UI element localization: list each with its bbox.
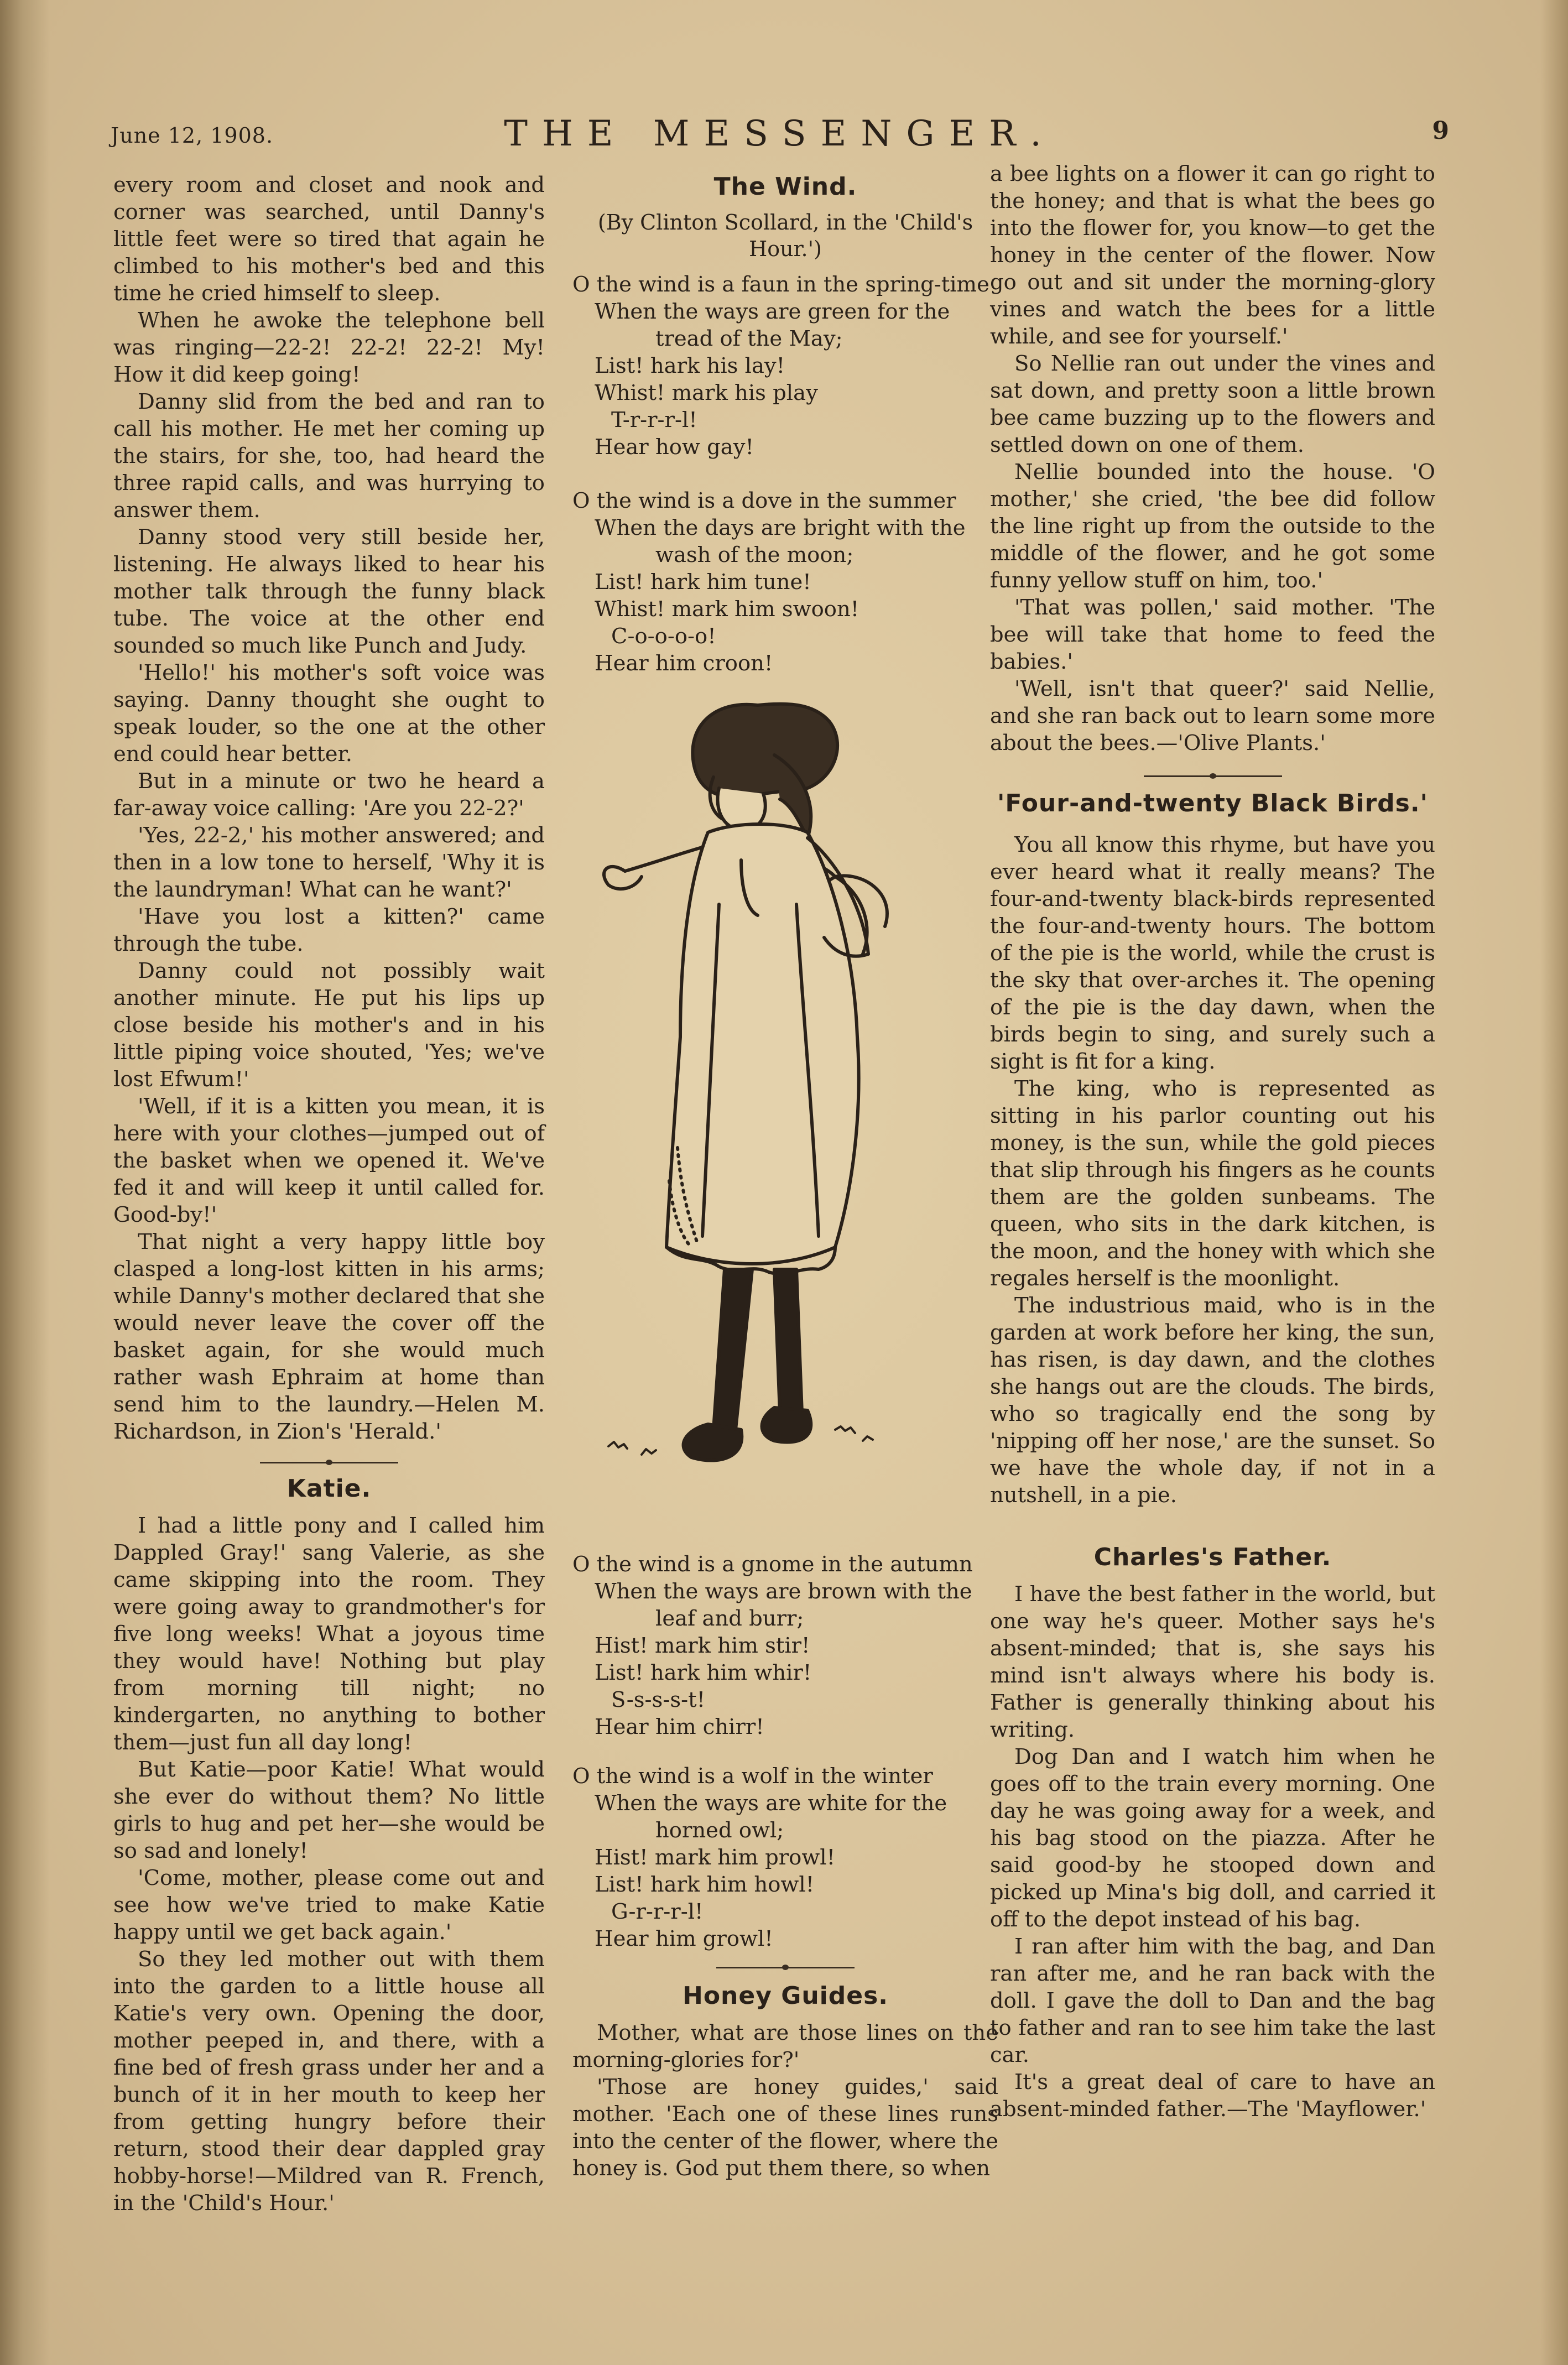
poem-line: O the wind is a faun in the spring-time (572, 272, 989, 297)
poem-line: Hist! mark him prowl! (595, 1845, 836, 1870)
poem-stanza-faun (572, 271, 998, 461)
poem-line: Hear him chirr! (595, 1715, 764, 1739)
column-1 (113, 171, 545, 2217)
section-separator (1144, 775, 1282, 777)
story-paragraph: 'Have you lost a kitten?' came through the tube. (113, 904, 545, 956)
column-3 (990, 160, 1435, 2123)
binding-shadow (0, 0, 50, 2365)
blackbirds-paragraph: The industrious maid, who is in the garden at work before her king, the sun, has risen, is day dawn, and the clothes she hangs out are the clouds. The birds, who so tragically end the song by 'nipping off her nose,' are the sunset. So we have the whole day, if not in a nutshell, in a pie. (990, 1293, 1435, 1508)
poem-line: Whist! mark him swoon! (595, 597, 859, 622)
poem-line: When the ways are green for the (595, 299, 950, 324)
honey-continued-paragraph: Nellie bounded into the house. 'O mother,' she cried, 'the bee did follow the line right up from the outside to the middle of the flower, and he got some funny yellow stuff on him, too.' (990, 460, 1435, 593)
wind-byline: (By Clinton Scollard, in the 'Child's Hour.') (597, 210, 973, 261)
story-paragraph: 'Yes, 22-2,' his mother answered; and then in a low tone to herself, 'Why it is the laundryman! What can he want?' (113, 823, 545, 902)
poem-line: Hear him croon! (595, 651, 773, 676)
poem-line: C-o-o-o-o! (611, 624, 716, 649)
poem-line: S-s-s-s-t! (611, 1687, 706, 1712)
story-paragraph: When he awoke the telephone bell was ringing—22-2! 22-2! 22-2! My! How it did keep going! (113, 308, 545, 387)
blackbirds-paragraph: You all know this rhyme, but have you ever heard what it really means? The four-and-twenty black-birds represented the four-and-twenty hours. The bottom of the pie is the world, while the crust is the sky that over-arches it. The opening of the pie is the day dawn, when the birds begin to sing, and surely such a sight is fit for a king. (990, 832, 1435, 1074)
story-paragraph: 'Hello!' his mother's soft voice was saying. Danny thought she ought to speak louder, so the one at the other end could hear better. (113, 660, 545, 767)
masthead-title: THE MESSENGER. (504, 113, 1056, 154)
poem-line: When the ways are brown with the (595, 1579, 972, 1604)
charles-paragraph: I have the best father in the world, but one way he's queer. Mother says he's absent-minded; that is, she says his mind isn't always where his body is. Father is generally thinking about his writing. (990, 1582, 1435, 1742)
poem-line: List! hark him tune! (595, 570, 811, 595)
poem-stanza-wolf (572, 1763, 998, 1952)
poem-line: List! hark his lay! (595, 353, 785, 378)
girl-in-wind-illustration (575, 694, 996, 1529)
poem-line: O the wind is a wolf in the winter (572, 1764, 933, 1789)
poem-line: When the days are bright with the (595, 515, 966, 540)
poem-line: G-r-r-r-l! (611, 1899, 704, 1924)
honey-continued-paragraph: 'Well, isn't that queer?' said Nellie, and she ran back out to learn some more about the bees.—'Olive Plants.' (990, 676, 1435, 756)
poem-line: List! hark him whir! (595, 1660, 812, 1685)
page-number: 9 (1432, 117, 1449, 145)
poem-line: Hear how gay! (595, 435, 754, 460)
poem-line: O the wind is a gnome in the autumn (572, 1552, 973, 1577)
charles-paragraph: It's a great deal of care to have an absent-minded father.—The 'Mayflower.' (990, 2070, 1435, 2122)
poem-stanza-gnome (572, 1551, 998, 1741)
poem-line: O the wind is a dove in the summer (572, 488, 956, 513)
story-paragraph: But in a minute or two he heard a far-away voice calling: 'Are you 22-2?' (113, 769, 545, 821)
honey-continued-paragraph: a bee lights on a flower it can go right to the honey; and that is what the bees go into the flower for, you know—to get the honey in the center of the flower. Now go out and sit under the morning-glory vines and watch the bees for a little while, and see for yourself.' (990, 162, 1435, 349)
story-paragraph: 'Well, if it is a kitten you mean, it is here with your clothes—jumped out of the basket when we opened it. We've fed it and will keep it until called for. Good-by!' (113, 1094, 545, 1227)
poem-line: List! hark him howl! (595, 1872, 815, 1897)
poem-line: Hear him growl! (595, 1926, 773, 1951)
katie-paragraph: 'Come, mother, please come out and see how we've tried to make Katie happy until we get back again.' (113, 1866, 545, 1945)
page-edge (1540, 0, 1568, 2365)
story-paragraph: That night a very happy little boy clasped a long-lost kitten in his arms; while Danny's mother declared that she would never leave the cover off the basket again, for she would much rather wash Ephraim at home than send him to the laundry.—Helen M. Richardson, in Zion's 'Herald.' (113, 1230, 545, 1444)
poem-line: When the ways are white for the (595, 1791, 947, 1816)
poem-line: tread of the May; (655, 326, 843, 351)
page-header (111, 113, 1449, 152)
katie-paragraph: So they led mother out with them into the garden to a little house all Katie's very own. Opening the door, mother peeped in, and there, with a fine bed of fresh grass under her and a bunch of it in her mouth to keep her from getting hungry before their return, stood their dear dappled gray hobby-horse!—Mildred van R. French, in the 'Child's Hour.' (113, 1947, 545, 2216)
honey-guides-title: Honey Guides. (683, 1982, 888, 2010)
section-separator (260, 1462, 398, 1463)
poem-line: horned owl; (655, 1818, 784, 1843)
poem-line: T-r-r-r-l! (611, 408, 697, 433)
story-paragraph: every room and closet and nook and corner was searched, until Danny's little feet were so tired that again he climbed to his mother's bed and this time he cried himself to sleep. (113, 173, 545, 306)
story-paragraph: Danny could not possibly wait another minute. He put his lips up close beside his mother's and in his little piping voice shouted, 'Yes; we've lost Efwum!' (113, 958, 545, 1092)
wind-title: The Wind. (713, 173, 857, 201)
poem-line: leaf and burr; (655, 1606, 804, 1631)
honey-continued-paragraph: So Nellie ran out under the vines and sat down, and pretty soon a little brown bee came buzzing up to the flowers and settled down on one of them. (990, 351, 1435, 457)
section-separator (716, 1967, 855, 1968)
charles-father-title: Charles's Father. (1093, 1543, 1332, 1571)
katie-paragraph: I had a little pony and I called him Dappled Gray!' sang Valerie, as she came skipping into the room. They were going away to grandmother's for five long weeks! What a joyous time they would have! Nothing but play from morning till night; no kindergarten, no anything to bother them—just fun all day long! (113, 1513, 545, 1755)
blackbirds-title: 'Four-and-twenty Black Birds.' (997, 789, 1429, 817)
story-paragraph: Danny slid from the bed and ran to call his mother. He met her coming up the stairs, for she, too, had heard the three rapid calls, and was hurrying to answer them. (113, 389, 545, 523)
charles-paragraph: I ran after him with the bag, and Dan ran after me, and he ran back with the doll. I gave the doll to Dan and the bag to father and ran to see him take the last car. (990, 1934, 1435, 2067)
honey-continued-paragraph: 'That was pollen,' said mother. 'The bee will take that home to feed the babies.' (990, 595, 1435, 674)
poem-line: Whist! mark his play (595, 381, 818, 405)
poem-line: Hist! mark him stir! (595, 1633, 810, 1658)
katie-paragraph: But Katie—poor Katie! What would she ever do without them? No little girls to hug and pet her—she would be so sad and lonely! (113, 1757, 545, 1863)
honey-paragraph: Mother, what are those lines on the morning-glories for?' (572, 2020, 998, 2072)
story-paragraph: Danny stood very still beside her, listening. He always liked to hear his mother talk through the funny black tube. The voice at the other end sounded so much like Punch and Judy. (113, 525, 545, 658)
katie-title: Katie. (286, 1475, 372, 1503)
blackbirds-paragraph: The king, who is represented as sitting in his parlor counting out his money, is the sun, while the gold pieces that slip through his fingers as he counts them are the golden sunbeams. The queen, who sits in the dark kitchen, is the moon, and the honey with which she regales herself is the moonlight. (990, 1076, 1435, 1291)
poem-line: wash of the moon; (655, 543, 854, 567)
charles-paragraph: Dog Dan and I watch him when he goes off to the train every morning. One day he was going away for a week, and his bag stood on the piazza. After he said good-by he stooped down and picked up Mina's big doll, and carried it off to the depot instead of his bag. (990, 1744, 1435, 1932)
poem-stanza-dove (572, 487, 998, 677)
issue-date: June 12, 1908. (111, 123, 274, 148)
honey-paragraph: 'Those are honey guides,' said mother. 'Each one of these lines runs into the center of the flower, where the honey is. God put them there, so when (572, 2075, 998, 2181)
